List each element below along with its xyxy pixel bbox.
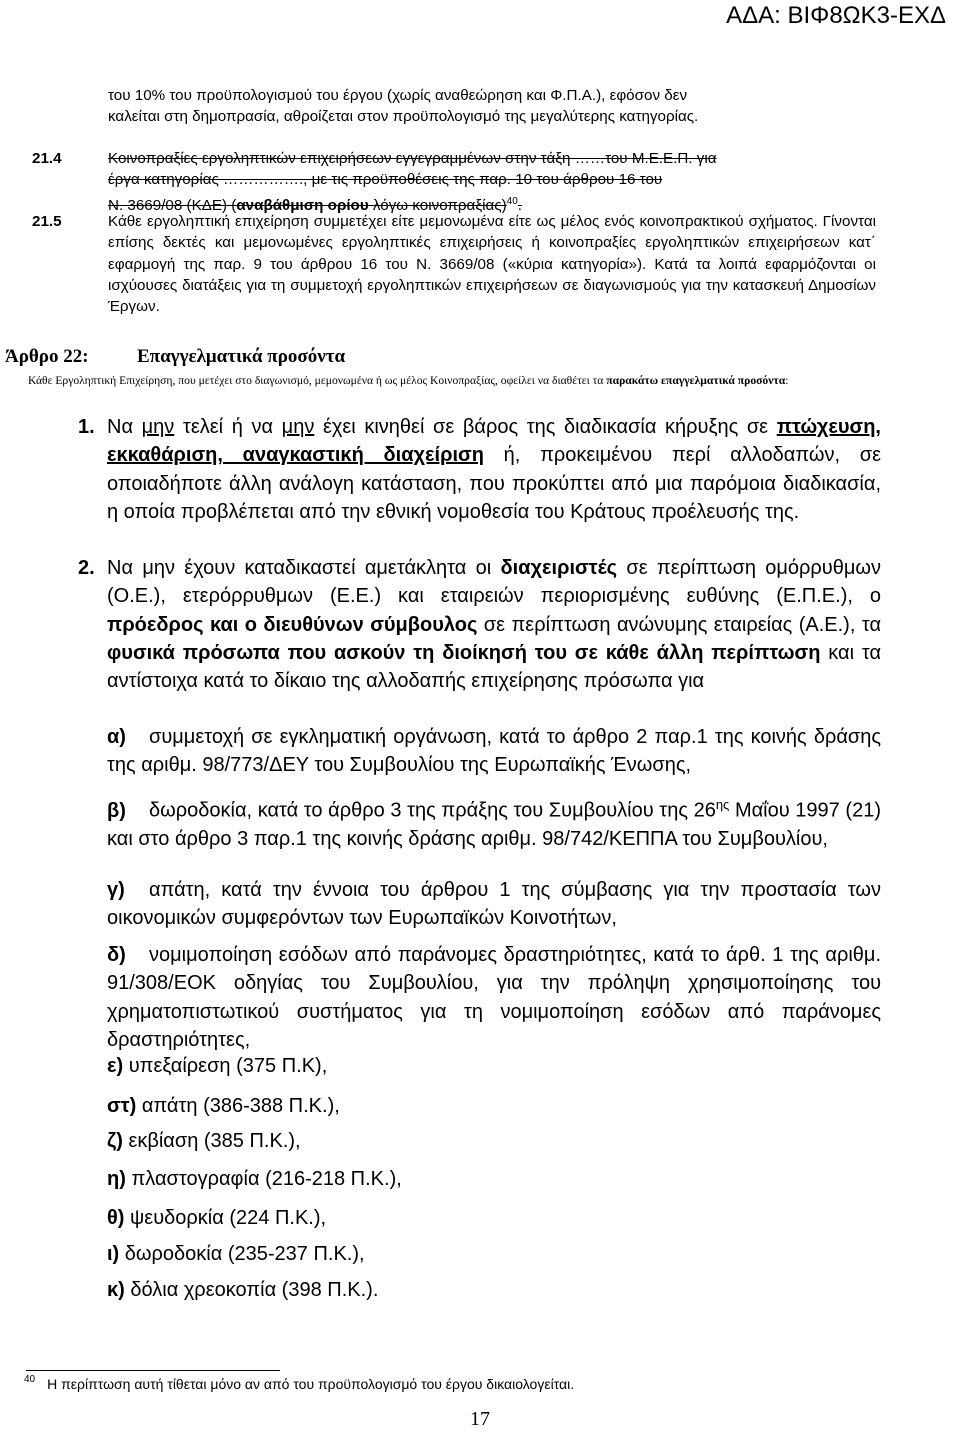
section-21-4-line-3c: λόγω κοινοπραξίας) — [368, 196, 507, 214]
shortitem-k — [107, 1276, 378, 1304]
shortitem-iota-label: ι) — [107, 1243, 120, 1265]
shortitem-i-text: πλαστογραφία (216-218 Π.Κ.), — [131, 1168, 402, 1190]
shortitem-st-text: απάτη (386-388 Π.Κ.), — [141, 1095, 340, 1117]
section-21-4-line-3a: Ν. 3669/08 (ΚΔΕ) ( — [108, 196, 237, 214]
section-21-5-text — [108, 211, 876, 317]
subitem-a-text: συμμετοχή σε εγκληματική οργάνωση, κατά το άρθρο 2 παρ.1 της κοινής δράσης της αριθμ. 98/773/ΔΕΥ του Συμβουλίου της Ευρωπαϊκής Ένωσης, — [107, 726, 881, 777]
shortitem-e-label: ε) — [107, 1055, 124, 1077]
item-1-g: ή, προκειμένου περί αλλοδαπών, σε οποιαδήποτε άλλη ανάλογη κατάσταση, που προκύπτει από μια παρόμοια διαδικασία, η οποία προβλέπεται από την εθνική νομοθεσία του Κράτους προέλευσής της. — [107, 444, 881, 523]
section-21-4-number: 21.4 — [32, 150, 62, 167]
section-21-4-bold: αναβάθμιση ορίου — [236, 196, 369, 214]
section-21-4-line-1: Κοινοπραξίες εργοληπτικών επιχειρήσεων εγγεγραμμένων στην τάξη ……του Μ.Ε.Ε.Π. για — [108, 150, 717, 167]
subitem-b-text: δωροδοκία, κατά το άρθρο 3 της πράξης του Συμβουλίου της 26 — [149, 799, 716, 822]
subitem-c-label: γ) — [107, 879, 125, 901]
section-21-5-quote: «κύρια κατηγορία» — [507, 255, 637, 273]
shortitem-e-text: υπεξαίρεση (375 Π.Κ), — [128, 1055, 328, 1077]
footnote-number: 40 — [24, 1374, 36, 1385]
item-1-b: μην — [141, 416, 175, 438]
section-21-4-line-3d: . — [517, 196, 523, 214]
section-21-5-text-c: ). Κατά τα λοιπά εφαρμόζονται οι ισχύουσες διατάξεις για τη συμμετοχή εργοληπτικών επιχειρήσεων σε διαγωνισμούς για την κατασκευή Δημοσίων Έργων. — [108, 255, 876, 316]
item-1-e: έχει κινηθεί σε βάρος της διαδικασία κήρυξης σε — [314, 416, 777, 438]
shortitem-i-label: η) — [107, 1168, 126, 1190]
intro-line-2: καλείται στη δημοπρασία, αθροίζεται στον προϋπολογισμό της μεγαλύτερης κατηγορίας. — [108, 108, 699, 126]
shortitem-iota-text: δωροδοκία (235-237 Π.Κ.), — [124, 1243, 365, 1265]
item-1-c: τελεί ή να — [174, 416, 282, 438]
subitem-b — [107, 791, 881, 853]
item-2-g: και τα αντίστοιχα κατά το δίκαιο της αλλοδαπής επιχείρησης πρόσωπα για — [107, 641, 881, 693]
subitem-a — [107, 723, 881, 780]
shortitem-th-label: θ) — [107, 1207, 125, 1229]
item-2-number: 2. — [78, 557, 95, 579]
subitem-b-label: β) — [107, 799, 126, 822]
item-2-president: πρόεδρος και ο διευθύνων σύμβουλος — [107, 613, 478, 636]
article-intro-c: : — [785, 374, 789, 387]
shortitem-st-label: στ) — [107, 1095, 137, 1117]
shortitem-th-text: ψευδορκία (224 Π.Κ.), — [130, 1207, 327, 1229]
subitem-c — [107, 876, 881, 933]
item-1-a: Να — [107, 416, 142, 438]
article-intro-bold: παρακάτω επαγγελματικά προσόντα — [606, 374, 786, 387]
item-2-e: σε περίπτωση ανώνυμης εταιρείας (Α.Ε.), τα — [477, 613, 882, 636]
subitem-b-sup: ης — [715, 797, 730, 812]
shortitem-z — [107, 1127, 301, 1155]
section-21-4-line-2: έργα κατηγορίας ……………., με τις προϋποθέσεις της παρ. 10 του άρθρου 16 του — [108, 171, 663, 189]
item-1-emphasis: πτώχευση, εκκαθάριση, αναγκαστική διαχείριση — [107, 416, 881, 467]
item-2-managers: διαχειριστές — [500, 557, 618, 579]
item-2-persons: φυσικά πρόσωπα που ασκούν τη διοίκησή του σε κάθε άλλη περίπτωση — [107, 641, 821, 664]
shortitem-th — [107, 1204, 326, 1232]
footnote-text: Η περίπτωση αυτή τίθεται μόνο αν από του προϋπολογισμό του έργου δικαιολογείται. — [47, 1376, 575, 1392]
article-label: Άρθρο 22: — [5, 346, 89, 367]
footnote — [24, 1376, 574, 1392]
item-1-d: μην — [281, 416, 315, 438]
footnote-divider — [26, 1370, 280, 1371]
intro-paragraph — [108, 85, 876, 128]
subitem-b-text-2: Μαΐου 1997 (21) και στο άρθρο 3 παρ.1 της κοινής δράσης αριθμ. 98/742/ΚΕΠΠΑ του Συμβουλίου, — [107, 799, 881, 850]
section-21-5-text-a: Κάθε εργοληπτική επιχείρηση συμμετέχει είτε μεμονωμένα είτε ως μέλος ενός κοινοπρακτικού σχήματος. Γίνονται επίσης δεκτές και μεμονωμένες εργοληπτικές επιχειρήσεις ή κοινοπραξίες εργοληπτικών επιχειρήσεων κατ΄ εφαρμογή της παρ. 9 του άρθρου 16 του Ν. 3669/08 ( — [108, 213, 876, 273]
item-1-number: 1. — [78, 416, 95, 438]
subitem-d — [107, 941, 881, 1054]
ada-header: ΑΔΑ: ΒΙΦ8ΩΚ3-ΕΧΔ — [726, 2, 946, 29]
subitem-d-text: νομιμοποίηση εσόδων από παράνομες δραστηριότητες, κατά το άρθ. 1 της αριθμ. 91/308/ΕΟΚ οδηγίας του Συμβουλίου, για την πρόληψη χρησιμοποίησης του χρηματοπιστωτικού συστήματος για τη νομιμοποίηση εσόδων από παράνομες δραστηριότητες, — [107, 944, 881, 1051]
shortitem-e — [107, 1052, 327, 1080]
subitem-c-text: απάτη, κατά την έννοια του άρθρου 1 της σύμβασης για την προστασία των οικονομικών συμφερόντων των Ευρωπαϊκών Κοινοτήτων, — [107, 879, 881, 930]
item-2-c: σε περίπτωση ομόρρυθμων (Ο.Ε.), ετερόρρυθμων (Ε.Ε.) και εταιρειών περιορισμένης ευθύνης (Ε.Π.Ε.), ο — [107, 557, 882, 608]
page-number: 17 — [470, 1408, 490, 1430]
section-21-5-number: 21.5 — [32, 213, 62, 230]
article-22-intro — [28, 372, 888, 390]
subitem-d-label: δ) — [107, 944, 126, 966]
shortitem-st — [107, 1092, 340, 1120]
article-title: Επαγγελματικά προσόντα — [137, 346, 346, 367]
shortitem-z-text: εκβίαση (385 Π.Κ.), — [128, 1130, 301, 1152]
shortitem-k-label: κ) — [107, 1279, 125, 1301]
intro-line-1: του 10% του προϋπολογισμού του έργου (χωρίς αναθεώρηση και Φ.Π.Α.), εφόσον δεν — [108, 87, 688, 104]
article-22-heading — [5, 346, 345, 368]
shortitem-iota — [107, 1240, 365, 1268]
subitem-a-label: α) — [107, 726, 126, 748]
shortitem-z-label: ζ) — [107, 1130, 123, 1152]
item-2-a: Να μην έχουν καταδικαστεί αμετάκλητα οι — [107, 557, 501, 579]
shortitem-k-text: δόλια χρεοκοπία (398 Π.Κ.). — [130, 1279, 379, 1301]
item-1-text — [107, 413, 881, 526]
article-intro-a: Κάθε Εργοληπτική Επιχείρηση, που μετέχει στο διαγωνισμό, μεμονωμένα ή ως μέλος Κοινοπραξίας, οφείλει να διαθέτει τα — [28, 374, 607, 387]
shortitem-i — [107, 1165, 402, 1193]
footnote-ref-40[interactable]: 40 — [506, 195, 518, 207]
section-21-4-text — [108, 148, 876, 216]
item-2-text — [107, 554, 881, 695]
